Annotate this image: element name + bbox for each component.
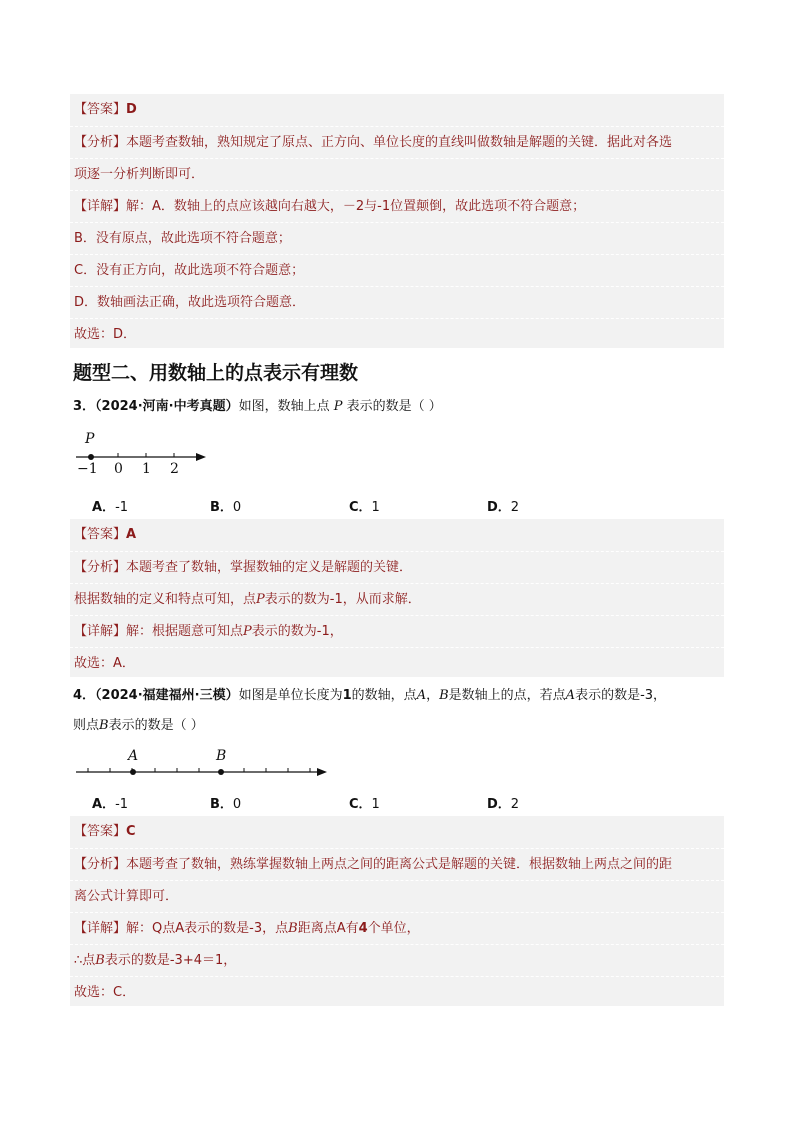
analysis-text: 本题考查数轴，熟知规定了原点、正方向、单位长度的直线叫做数轴是解题的关键．据此对各选 <box>126 135 673 150</box>
option-c[interactable]: C．1 <box>349 500 380 515</box>
tick-label: −1 <box>77 461 98 477</box>
option-c[interactable]: C．1 <box>349 797 380 812</box>
answer-block-q3: 【答案】A 【分析】本题考查了数轴，掌握数轴的定义是解题的关键． 根据数轴的定义和特点可知，点P表示的数为-1，从而求解． 【详解】解：根据题意可知点P表示的数为-1， 故选：A． <box>70 519 724 677</box>
conclusion: 故选：A． <box>74 656 135 671</box>
answer-value: C <box>126 824 136 839</box>
question-source: （2024·福建福州·三模） <box>95 688 239 703</box>
option-d[interactable]: D．2 <box>487 797 520 812</box>
conclusion: 故选：D． <box>74 327 137 342</box>
number-line-q4 <box>74 746 334 778</box>
answer-tag: 【答案】 <box>74 102 127 117</box>
detail-text: 解：根据题意可知点 <box>126 624 244 639</box>
point-a-dot <box>130 769 136 775</box>
point-p-label: P <box>85 431 95 447</box>
answer-tag: 【答案】 <box>74 527 127 542</box>
detail-tag: 【详解】 <box>74 624 127 639</box>
therefore-symbol: ∴ <box>74 953 83 968</box>
analysis-text: 本题考查了数轴，熟练掌握数轴上两点之间的距离公式是解题的关键．根据数轴上两点之间的距 <box>126 857 673 872</box>
point-b-label: B <box>216 748 227 764</box>
analysis-text-cont: 项逐一分析判断即可． <box>74 167 205 182</box>
option-b[interactable]: B．0 <box>210 797 242 812</box>
option-a[interactable]: A．-1 <box>92 797 129 812</box>
point-b-dot <box>218 769 224 775</box>
detail-text-c: C．没有正方向，故此选项不符合题意； <box>74 263 305 278</box>
answer-value: D <box>126 102 137 117</box>
analysis-tag: 【分析】 <box>74 857 127 872</box>
section-title: 题型二、用数轴上的点表示有理数 <box>73 362 359 384</box>
analysis-text: 本题考查了数轴，掌握数轴的定义是解题的关键． <box>126 560 413 575</box>
option-d[interactable]: D．2 <box>487 500 520 515</box>
tick-label: 0 <box>114 461 123 477</box>
tick-label: 1 <box>142 461 151 477</box>
option-a[interactable]: A．-1 <box>92 500 129 515</box>
analysis-text-cont: 根据数轴的定义和特点可知，点 <box>74 592 257 607</box>
answer-block-q2 <box>70 94 724 348</box>
question-number: 3． <box>73 399 96 414</box>
question-source: （2024·河南·中考真题） <box>95 399 239 414</box>
detail-tag: 【详解】 <box>74 199 127 214</box>
detail-text-d: D．数轴画法正确，故此选项符合题意． <box>74 295 306 310</box>
analysis-text-cont: 离公式计算即可． <box>74 889 179 904</box>
analysis-tag: 【分析】 <box>74 135 127 150</box>
question-3-stem: 3．（2024·河南·中考真题）如图，数轴上点 P 表示的数是（ ） <box>73 399 442 414</box>
answer-value: A <box>126 527 137 542</box>
conclusion: 故选：C． <box>74 985 136 1000</box>
answer-tag: 【答案】 <box>74 824 127 839</box>
because-symbol: Q <box>152 921 163 936</box>
point-a-label: A <box>128 748 139 764</box>
analysis-tag: 【分析】 <box>74 560 127 575</box>
answer-block-q4: 【答案】C 【分析】本题考查了数轴，熟练掌握数轴上两点之间的距离公式是解题的关键．根据数轴上两点之间的距 离公式计算即可． 【详解】解：Q点A表示的数是-3，点B距离点A有4个单位， ∴点B表示的数是-3+4＝1， 故选：C． <box>70 816 724 1006</box>
detail-text-b: B．没有原点，故此选项不符合题意； <box>74 231 291 246</box>
tick-label: 2 <box>170 461 179 477</box>
question-4-stem-cont: 则点B表示的数是（ ） <box>73 718 204 733</box>
detail-tag: 【详解】 <box>74 921 127 936</box>
question-number: 4． <box>73 688 96 703</box>
question-4-stem: 4．（2024·福建福州·三模）如图是单位长度为1的数轴，点A，B是数轴上的点，若点A表示的数是-3， <box>73 688 667 703</box>
option-b[interactable]: B．0 <box>210 500 242 515</box>
number-line-q3 <box>74 428 214 478</box>
detail-text: 解：A．数轴上的点应该越向右越大，－2与-1位置颠倒，故此选项不符合题意； <box>126 199 586 214</box>
point-p-dot <box>88 454 94 460</box>
